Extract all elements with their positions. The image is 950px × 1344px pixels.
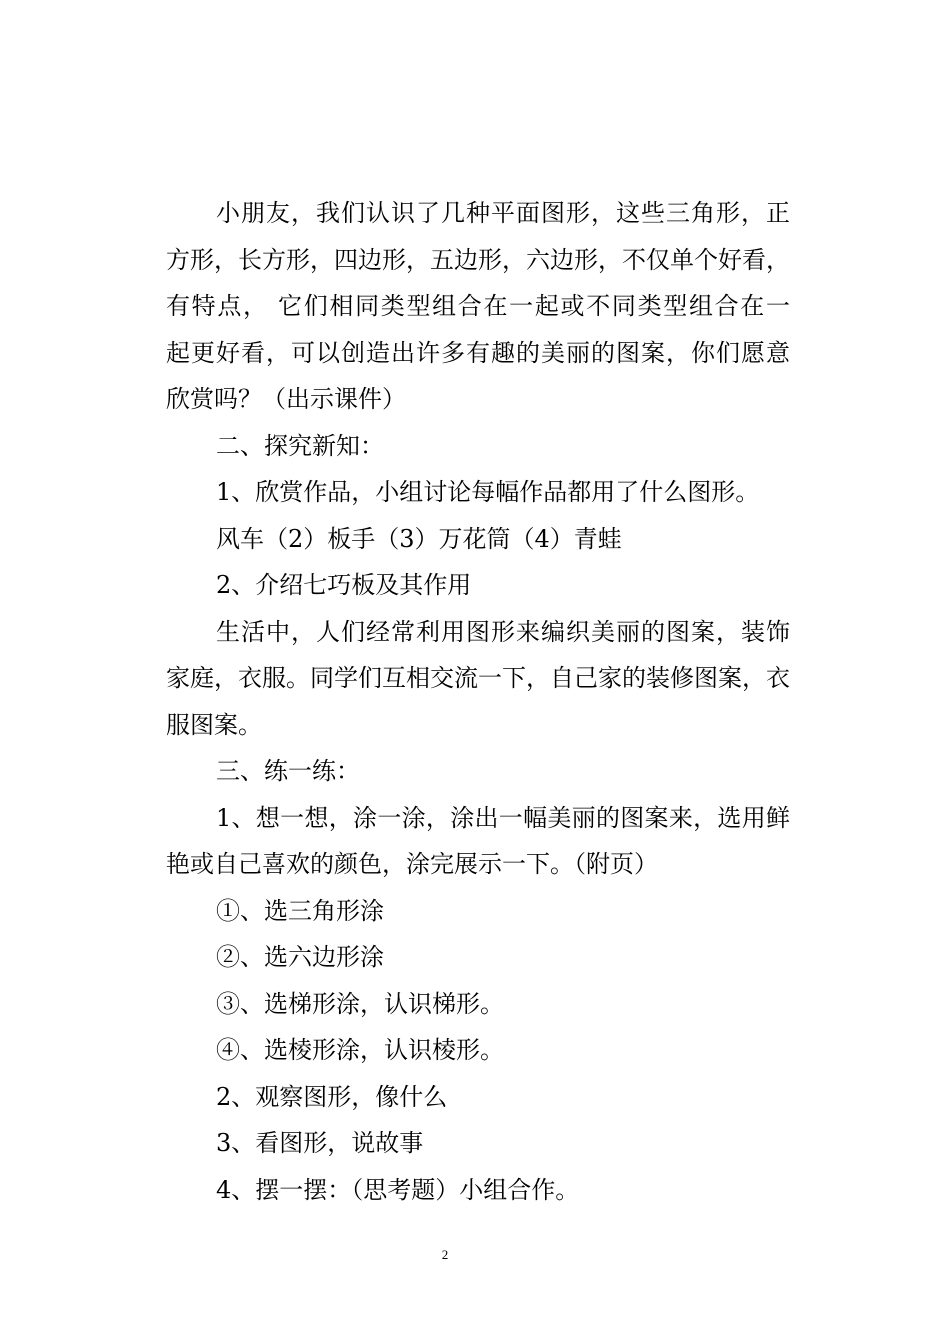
text-line: 家庭，衣服。同学们互相交流一下，自己家的装修图案，衣: [166, 664, 790, 692]
section-heading: 三、练一练：: [216, 757, 360, 785]
list-item: ③、选梯形涂，认识梯形。: [216, 989, 504, 1018]
document-body: [166, 190, 790, 1213]
list-item: 3、看图形，说故事: [216, 1129, 424, 1157]
list-item: 1、欣赏作品，小组讨论每幅作品都用了什么图形。: [216, 478, 760, 506]
list-item: ②、选六边形涂: [216, 943, 384, 971]
list-item: ①、选三角形涂: [216, 896, 384, 925]
list-item: 2、介绍七巧板及其作用: [216, 571, 472, 599]
text-line: 方形，长方形，四边形，五边形，六边形，不仅单个好看，: [166, 245, 790, 274]
text-line: 艳或自己喜欢的颜色，涂完展示一下。（附页）: [166, 850, 658, 878]
section-heading: 二、探究新知：: [216, 431, 384, 460]
list-item: 2、观察图形，像什么: [216, 1082, 448, 1111]
text-line: 小朋友，我们认识了几种平面图形，这些三角形，正: [216, 199, 790, 227]
text-line: 有特点， 它们相同类型组合在一起或不同类型组合在一: [166, 292, 790, 320]
text-line: 风车（2）板手（3）万花筒（4）青蛙: [216, 524, 622, 553]
text-line: 欣赏吗？（出示课件）: [166, 385, 406, 413]
text-line: 起更好看，可以创造出许多有趣的美丽的图案，你们愿意: [166, 338, 790, 367]
list-item: 4、摆一摆：（思考题）小组合作。: [216, 1175, 580, 1204]
text-line: 生活中，人们经常利用图形来编织美丽的图案，装饰: [216, 617, 790, 646]
text-line: 服图案。: [166, 710, 262, 739]
list-item: 1、想一想，涂一涂，涂出一幅美丽的图案来，选用鲜: [216, 803, 790, 832]
list-item: ④、选棱形涂，认识棱形。: [216, 1036, 504, 1064]
page-number: 2: [441, 1247, 449, 1262]
